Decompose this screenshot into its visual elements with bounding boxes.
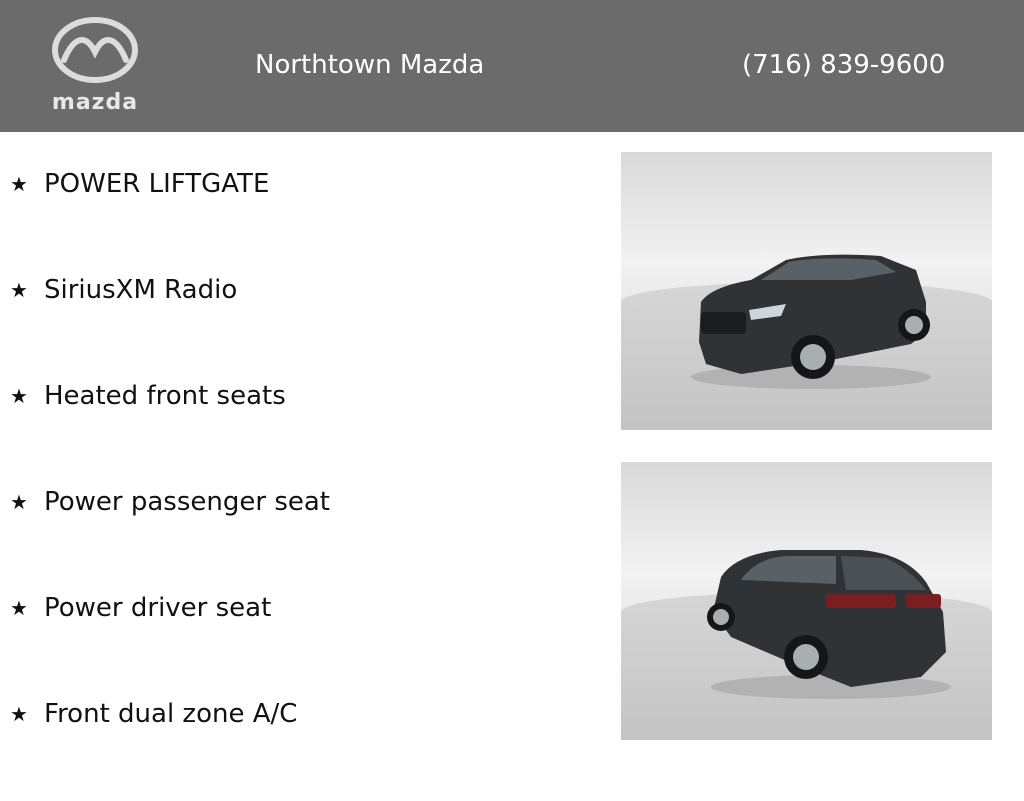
star-icon: ★ xyxy=(10,702,28,726)
header-bar xyxy=(0,0,1024,132)
vehicle-photo-rear[interactable] xyxy=(621,462,992,740)
feature-item xyxy=(10,377,600,483)
star-icon: ★ xyxy=(10,596,28,620)
mazda-logo[interactable] xyxy=(40,16,150,116)
mazda-emblem-icon xyxy=(50,16,140,86)
star-icon: ★ xyxy=(10,278,28,302)
suv-rear-icon xyxy=(621,462,992,740)
feature-label: Front dual zone A/C xyxy=(44,699,298,729)
feature-label: Power driver seat xyxy=(44,593,272,623)
feature-label: Heated front seats xyxy=(44,381,286,411)
dealer-phone[interactable]: (716) 839-9600 xyxy=(742,50,946,80)
feature-label: Power passenger seat xyxy=(44,487,330,517)
feature-label: SiriusXM Radio xyxy=(44,275,238,305)
feature-item xyxy=(10,483,600,589)
feature-item xyxy=(10,165,600,271)
star-icon: ★ xyxy=(10,384,28,408)
feature-item xyxy=(10,695,600,801)
vehicle-photo-front[interactable] xyxy=(621,152,992,430)
feature-item xyxy=(10,271,600,377)
star-icon: ★ xyxy=(10,490,28,514)
feature-item xyxy=(10,589,600,695)
dealer-name: Northtown Mazda xyxy=(255,50,485,80)
feature-label: POWER LIFTGATE xyxy=(44,169,270,199)
brand-wordmark: mazda xyxy=(51,90,139,115)
suv-front-icon xyxy=(621,152,992,430)
star-icon: ★ xyxy=(10,172,28,196)
feature-list xyxy=(10,165,600,801)
